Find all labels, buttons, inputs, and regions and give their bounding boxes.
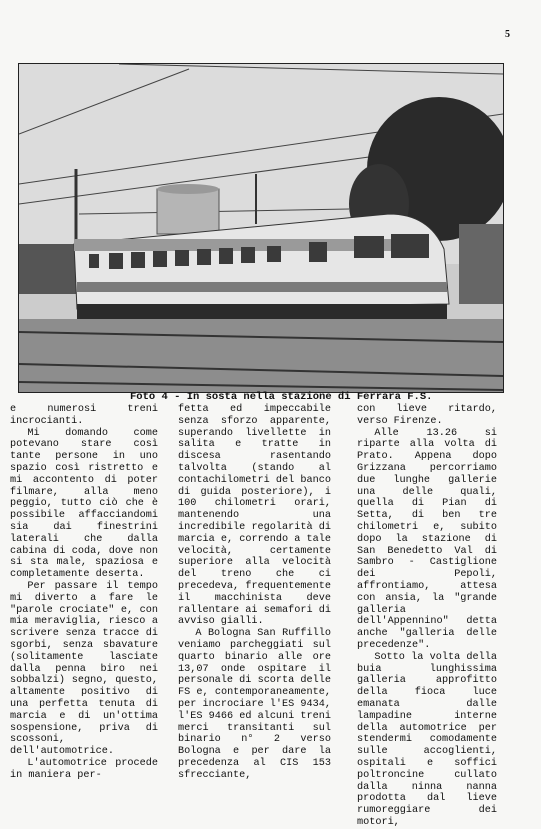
paragraph: con lieve ritardo, verso Firenze. [357, 404, 497, 427]
text-column-1 [10, 404, 158, 782]
paragraph: Sotto la volta della buia lunghissima galleria approfitto della fioca luce emanata dalle lampadine interne della automotrice per stendermi comodamente sulle accoglienti, ospitali e soffici poltroncine cullato dalla ninna nanna prodotta dal lieve rumoreggiare dei motori, [357, 651, 497, 828]
paragraph: Mi domando come potevano stare così tante persone in uno spazio così ristretto e mi accontento di poter filmare, alla meno peggio, tutto ciò che è possibile affacciandomi sia dai finestrini laterali che dalla cabina di coda, dove non si sta male, spaziosa e completamente deserta. [10, 427, 158, 581]
page-number: 5 [505, 29, 510, 40]
railcar-photo [18, 63, 504, 393]
photo-caption: Foto 4 - In sosta nella stazione di Ferrara F.S. [130, 391, 433, 403]
paragraph: e numerosi treni incrocianti. [10, 404, 158, 427]
paragraph: Per passare il tempo mi diverto a fare le "parole crociate" e, con mia meraviglia, riesco a scrivere senza tracce di sgorbi, senza sbavature (solitamente lasciate dalla penna biro nei sobbalzi) segno, questo, altamente positivo di una perfetta tenuta di marcia e di un'ottima sospensione, priva di scossoni, dell'automotrice. [10, 580, 158, 758]
text-column-2 [178, 404, 331, 782]
paragraph: fetta ed impeccabile senza sforzo apparente, superando livellette in salita e tratte in discesa rasentando talvolta (stando al contachilometri del banco di guida posteriore), i 100 chilometri orari, mantenendo una incredibile regolarità di marcia e, correndo a tale velocità, certamente superiore alla velocità del treno che ci precedeva, frequentemente il macchinista deve rallentare ai semafori di avviso gialli. [178, 404, 331, 628]
text-column-3 [357, 404, 497, 829]
paragraph: L'automotrice procede in maniera per- [10, 757, 158, 781]
paragraph: Alle 13.26 si riparte alla volta di Prato. Appena dopo Grizzana percorriamo due lunghe gallerie una delle quali, quella di Pian di Setta, di ben tre chilometri e, subito dopo la stazione di San Benedetto Val di Sambro - Castiglione dei Pepoli, affrontiamo, attesa con ansia, la "grande galleria dell'Appennino" detta anche "galleria delle precedenze". [357, 427, 497, 651]
paragraph: A Bologna San Ruffillo veniamo parcheggiati sul quarto binario alle ore 13,07 onde ospitare il personale di scorta delle FS e, contemporaneamente, per incrociare l'ES 9434, l'ES 9466 ed alcuni treni merci transitanti sul binario n° 2 verso Bologna e per dare la precedenza al CIS 153 sfrecciante, [178, 628, 331, 781]
